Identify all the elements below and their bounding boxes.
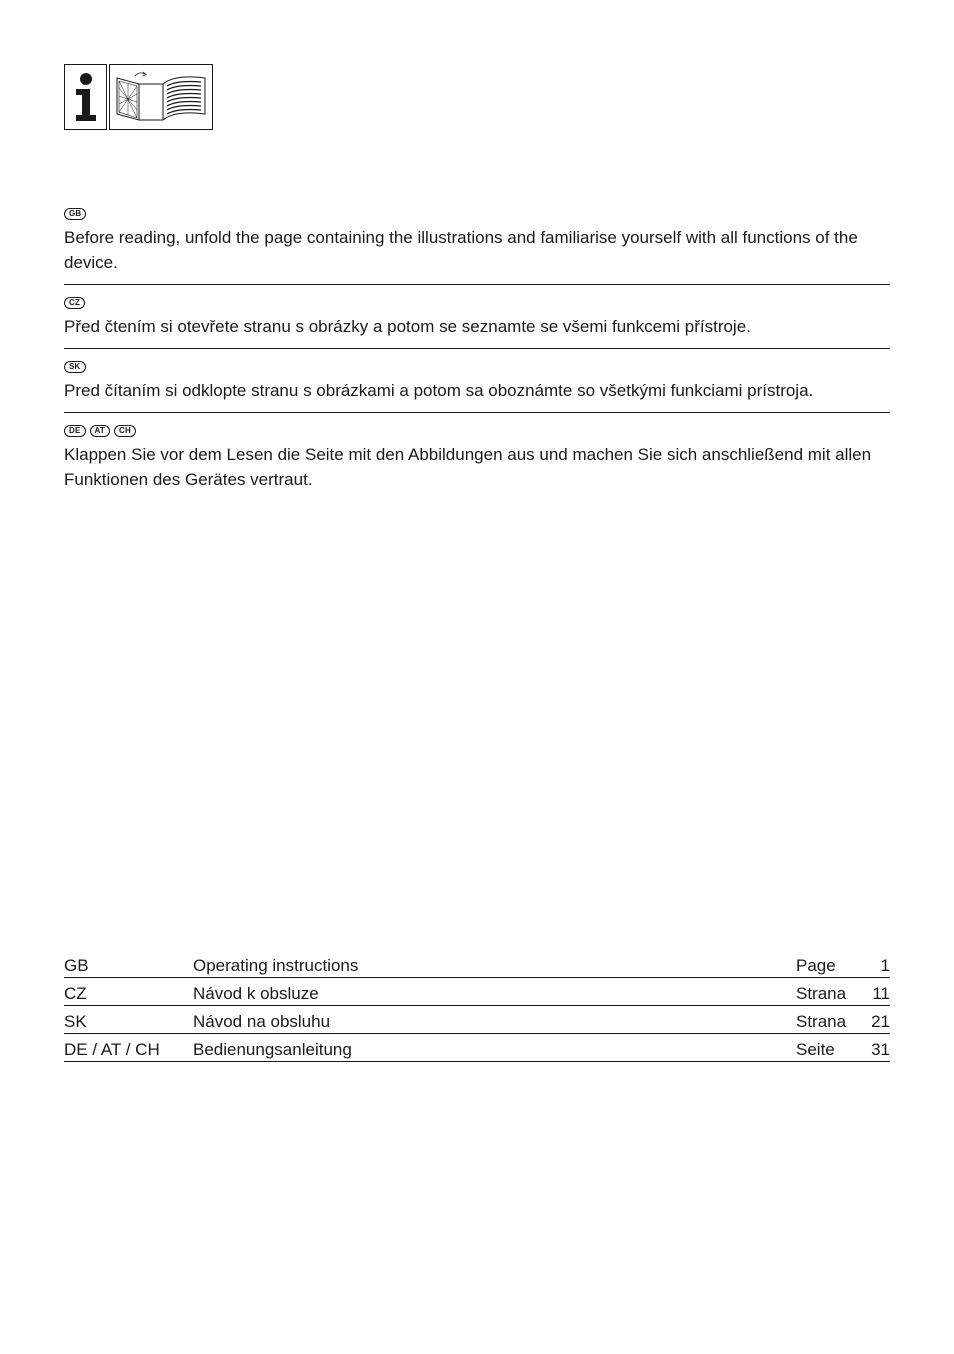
language-badges (64, 294, 890, 312)
table-row[interactable] (64, 1034, 890, 1062)
language-badge: CH (114, 425, 136, 437)
note-gb (64, 205, 890, 285)
language-badges (64, 422, 890, 440)
note-text: Před čtením si otevřete stranu s obrázky a potom se seznamte se všemi funkcemi přístroje. (64, 317, 751, 336)
language-badge: AT (90, 425, 110, 437)
toc-page-label: Seite (796, 1034, 856, 1062)
toc-language-code: DE / AT / CH (64, 1034, 193, 1062)
toc-language-code: GB (64, 950, 193, 978)
header-icons (64, 64, 213, 130)
table-of-contents (64, 950, 890, 1062)
note-sk (64, 358, 890, 413)
toc-language-code: SK (64, 1006, 193, 1034)
table-row[interactable] (64, 950, 890, 978)
toc-language-code: CZ (64, 978, 193, 1006)
language-badges (64, 358, 890, 376)
language-badges (64, 205, 890, 223)
language-notes (64, 205, 890, 510)
toc-title: Operating instructions (193, 950, 796, 978)
unfold-page-icon (109, 64, 213, 130)
note-text: Before reading, unfold the page containing the illustrations and familiarise yourself with all functions of the device. (64, 228, 858, 272)
language-badge: SK (64, 361, 86, 373)
toc-page-number: 11 (856, 978, 890, 1006)
toc-page-number: 21 (856, 1006, 890, 1034)
toc-page-number: 31 (856, 1034, 890, 1062)
table-row[interactable] (64, 978, 890, 1006)
info-icon (64, 64, 107, 130)
language-badge: CZ (64, 297, 85, 309)
toc-page-label: Strana (796, 1006, 856, 1034)
note-text: Klappen Sie vor dem Lesen die Seite mit den Abbildungen aus und machen Sie sich anschließend mit allen Funktionen des Gerätes vertraut. (64, 445, 872, 489)
language-badge: GB (64, 208, 86, 220)
language-badge: DE (64, 425, 86, 437)
toc-page-number: 1 (856, 950, 890, 978)
note-cz (64, 294, 890, 349)
table-row[interactable] (64, 1006, 890, 1034)
toc-title: Bedienungsanleitung (193, 1034, 796, 1062)
note-de-at-ch (64, 422, 890, 501)
note-text: Pred čítaním si odklopte stranu s obrázkami a potom sa oboznámte so všetkými funkciami prístroja. (64, 381, 814, 400)
toc-page-label: Page (796, 950, 856, 978)
toc-page-label: Strana (796, 978, 856, 1006)
toc-title: Návod na obsluhu (193, 1006, 796, 1034)
toc-title: Návod k obsluze (193, 978, 796, 1006)
